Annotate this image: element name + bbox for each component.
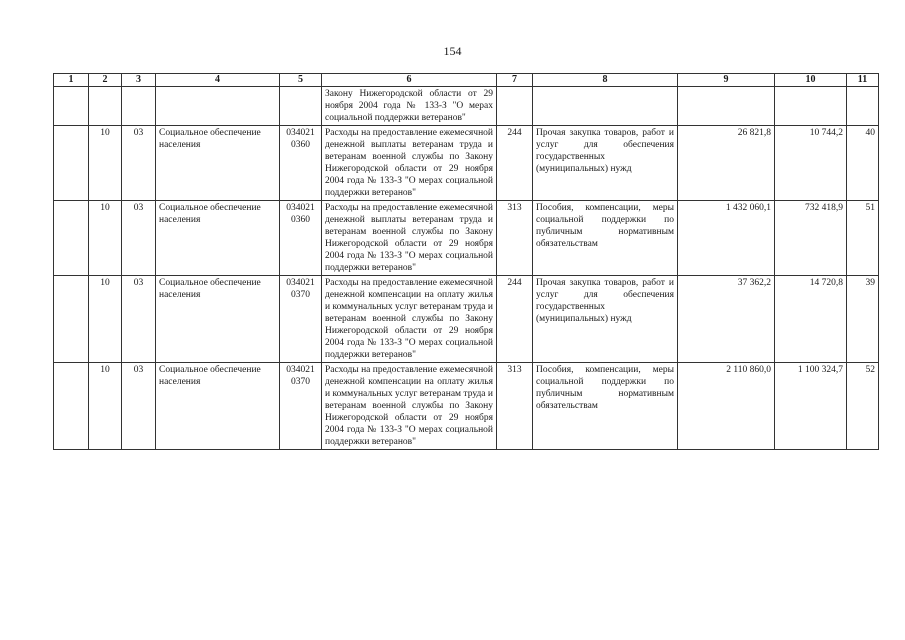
percent-cell: 51 <box>847 201 879 276</box>
section-name-cell: Социальное обеспечение населения <box>156 126 280 201</box>
header-cell: 3 <box>122 74 156 87</box>
percent-cell: 39 <box>847 276 879 363</box>
law-reference-cell: Закону Нижегородской области от 29 ноября 2004 года № 133-З "О мерах социальной поддержки ветеранов" <box>322 87 497 126</box>
expense-description-cell: Расходы на предоставление ежемесячной денежной компенсации на оплату жилья и коммунальных услуг ветеранам труда и ветеранам военной службы по Закону Нижегородской области от 29 ноября 2004 года № 133-З "О мерах социальной поддержки ветеранов" <box>322 363 497 450</box>
expense-type-code-cell: 244 <box>497 276 533 363</box>
header-cell: 2 <box>89 74 122 87</box>
section-cell: 10 <box>89 363 122 450</box>
table-row <box>54 87 879 126</box>
target-code-cell: 034021 0360 <box>280 201 322 276</box>
section-name-cell: Социальное обеспечение населения <box>156 201 280 276</box>
amount-actual-cell: 1 100 324,7 <box>775 363 847 450</box>
percent-cell: 52 <box>847 363 879 450</box>
header-cell: 8 <box>533 74 678 87</box>
table-row <box>54 126 879 201</box>
subsection-cell: 03 <box>122 201 156 276</box>
amount-plan-cell: 2 110 860,0 <box>678 363 775 450</box>
table-row <box>54 201 879 276</box>
amount-plan-cell: 1 432 060,1 <box>678 201 775 276</box>
page-number: 154 <box>443 44 462 58</box>
target-code-cell: 034021 0370 <box>280 276 322 363</box>
subsection-cell: 03 <box>122 126 156 201</box>
amount-plan-cell: 37 362,2 <box>678 276 775 363</box>
expense-description-cell: Расходы на предоставление ежемесячной денежной выплаты ветеранам труда и ветеранам военной службы по Закону Нижегородской области от 29 ноября 2004 года № 133-З "О мерах социальной поддержки ветеранов" <box>322 201 497 276</box>
expense-type-code-cell: 313 <box>497 363 533 450</box>
header-cell: 10 <box>775 74 847 87</box>
header-cell: 9 <box>678 74 775 87</box>
table-row <box>54 363 879 450</box>
section-name-cell: Социальное обеспечение населения <box>156 276 280 363</box>
header-cell: 11 <box>847 74 879 87</box>
amount-actual-cell: 732 418,9 <box>775 201 847 276</box>
section-cell: 10 <box>89 126 122 201</box>
expense-description-cell: Расходы на предоставление ежемесячной денежной компенсации на оплату жилья и коммунальных услуг ветеранам труда и ветеранам военной службы по Закону Нижегородской области от 29 ноября 2004 года № 133-З "О мерах социальной поддержки ветеранов" <box>322 276 497 363</box>
subsection-cell: 03 <box>122 363 156 450</box>
budget-table <box>53 73 879 450</box>
expense-type-code-cell: 313 <box>497 201 533 276</box>
header-cell: 4 <box>156 74 280 87</box>
amount-actual-cell: 10 744,2 <box>775 126 847 201</box>
section-name-cell: Социальное обеспечение населения <box>156 363 280 450</box>
section-cell: 10 <box>89 276 122 363</box>
amount-plan-cell: 26 821,8 <box>678 126 775 201</box>
expense-type-name-cell: Прочая закупка товаров, работ и услуг для обеспечения государственных (муниципальных) нужд <box>533 276 678 363</box>
header-cell: 1 <box>54 74 89 87</box>
header-row <box>54 74 879 87</box>
table-row <box>54 276 879 363</box>
expense-type-code-cell: 244 <box>497 126 533 201</box>
subsection-cell: 03 <box>122 276 156 363</box>
section-cell: 10 <box>89 201 122 276</box>
target-code-cell: 034021 0370 <box>280 363 322 450</box>
expense-type-name-cell: Пособия, компенсации, меры социальной поддержки по публичным нормативным обязательствам <box>533 201 678 276</box>
target-code-cell: 034021 0360 <box>280 126 322 201</box>
amount-actual-cell: 14 720,8 <box>775 276 847 363</box>
header-cell: 6 <box>322 74 497 87</box>
expense-type-name-cell: Пособия, компенсации, меры социальной поддержки по публичным нормативным обязательствам <box>533 363 678 450</box>
header-cell: 7 <box>497 74 533 87</box>
expense-type-name-cell: Прочая закупка товаров, работ и услуг для обеспечения государственных (муниципальных) нужд <box>533 126 678 201</box>
expense-description-cell: Расходы на предоставление ежемесячной денежной выплаты ветеранам труда и ветеранам военной службы по Закону Нижегородской области от 29 ноября 2004 года № 133-З "О мерах социальной поддержки ветеранов" <box>322 126 497 201</box>
header-cell: 5 <box>280 74 322 87</box>
percent-cell: 40 <box>847 126 879 201</box>
